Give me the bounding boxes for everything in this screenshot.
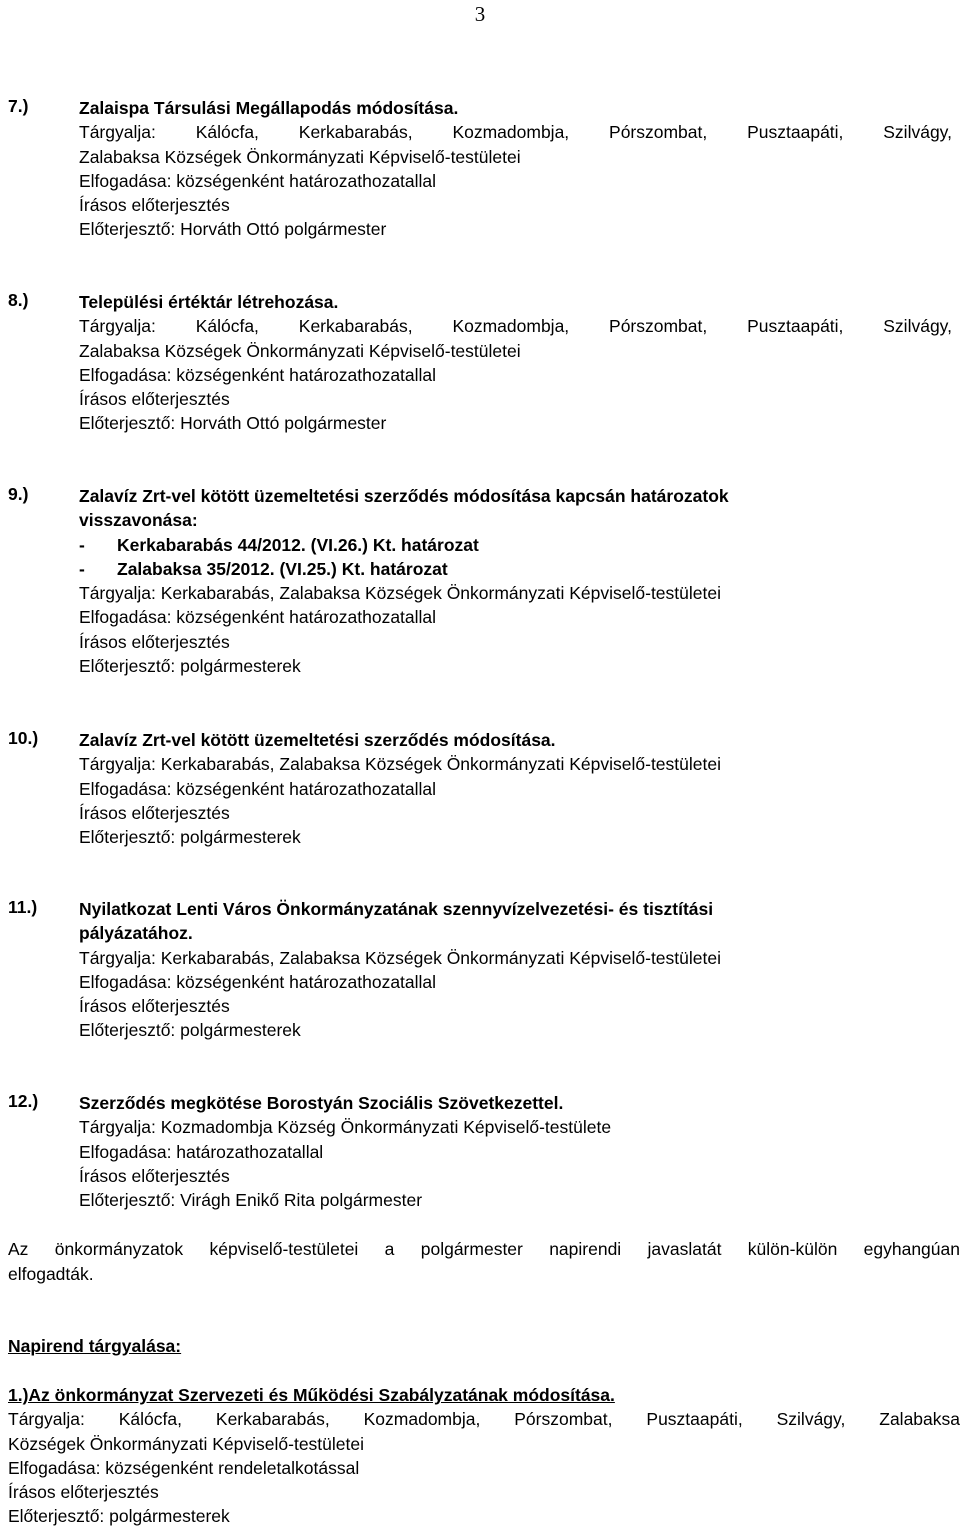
item-title: Szerződés megkötése Borostyán Szociális Szövetkezettel. xyxy=(79,1093,564,1113)
item-line: Írásos előterjesztés xyxy=(79,631,230,652)
item-line: Tárgyalja: Kálócfa, Kerkabarabás, Kozmadombja, Pórszombat, Pusztaapáti, Szilvágy, xyxy=(79,316,952,337)
item-line: Tárgyalja: Kálócfa, Kerkabarabás, Kozmadombja, Pórszombat, Pusztaapáti, Szilvágy, xyxy=(79,122,952,143)
agenda-heading xyxy=(8,1334,960,1359)
agenda-item-line: Írásos előterjesztés xyxy=(8,1482,159,1503)
item-title: Nyilatkozat Lenti Város Önkormányzatának szennyvízelvezetési- és tisztítási xyxy=(79,899,714,919)
item-line: Tárgyalja: Kerkabarabás, Zalabaksa Községek Önkormányzati Képviselő-testületei xyxy=(79,947,721,968)
item-title-continued: pályázatához. xyxy=(79,923,193,944)
agenda-discussion-item-1 xyxy=(8,1383,960,1529)
item-number: 10.) xyxy=(8,728,39,748)
closing-paragraph xyxy=(8,1237,960,1287)
item-title: Települési értéktár létrehozása. xyxy=(79,292,339,312)
item-number: 12.) xyxy=(8,1091,39,1111)
agenda-item-line: Előterjesztő: polgármesterek xyxy=(8,1506,230,1527)
item-line: Elfogadása: községenként határozathozatallal xyxy=(79,778,437,799)
repealed-resolution-text: Zalabaksa 35/2012. (VI.25.) Kt. határozat xyxy=(117,558,448,579)
item-title: Zalaispa Társulási Megállapodás módosítása. xyxy=(79,98,459,118)
item-line: Zalabaksa Községek Önkormányzati Képviselő-testületei xyxy=(79,146,521,167)
repealed-resolution: - Kerkabarabás 44/2012. (VI.26.) Kt. határozat xyxy=(79,534,479,555)
agenda-proposal-11 xyxy=(0,897,960,1043)
item-line: Tárgyalja: Kerkabarabás, Zalabaksa Községek Önkormányzati Képviselő-testületei xyxy=(79,754,721,775)
repealed-resolution: - Zalabaksa 35/2012. (VI.25.) Kt. határozat xyxy=(79,558,448,579)
item-line: Írásos előterjesztés xyxy=(79,996,230,1017)
agenda-item-line: Elfogadása: községenként rendeletalkotással xyxy=(8,1457,360,1478)
agenda-item-line: Tárgyalja: Kálócfa, Kerkabarabás, Kozmadombja, Pórszombat, Pusztaapáti, Szilvágy, Zalabaksa xyxy=(8,1409,960,1430)
item-line: Elfogadása: határozathozatallal xyxy=(79,1141,324,1162)
item-title: Zalavíz Zrt-vel kötött üzemeltetési szerződés módosítása kapcsán határozatok xyxy=(79,486,729,506)
item-line: Írásos előterjesztés xyxy=(79,1165,230,1186)
item-line: Elfogadása: községenként határozathozatallal xyxy=(79,607,437,628)
item-line: Előterjesztő: Virágh Enikő Rita polgármester xyxy=(79,1190,423,1211)
agenda-proposal-10 xyxy=(0,728,960,849)
item-title: Zalavíz Zrt-vel kötött üzemeltetési szerződés módosítása. xyxy=(79,730,556,750)
agenda-proposal-12 xyxy=(0,1091,960,1212)
page-number: 3 xyxy=(474,2,486,26)
closing-line: elfogadták. xyxy=(8,1264,94,1284)
item-line: Előterjesztő: polgármesterek xyxy=(79,656,301,677)
item-line: Zalabaksa Községek Önkormányzati Képviselő-testületei xyxy=(79,340,521,361)
item-line: Előterjesztő: polgármesterek xyxy=(79,1020,301,1041)
item-line: Elfogadása: községenként határozathozatallal xyxy=(79,364,437,385)
item-line: Tárgyalja: Kozmadombja Község Önkormányzati Képviselő-testülete xyxy=(79,1117,612,1138)
item-line: Előterjesztő: Horváth Ottó polgármester xyxy=(79,413,387,434)
repealed-resolution-text: Kerkabarabás 44/2012. (VI.26.) Kt. határozat xyxy=(117,534,479,555)
item-line: Előterjesztő: Horváth Ottó polgármester xyxy=(79,219,387,240)
item-number: 9.) xyxy=(8,484,29,504)
item-title-continued: visszavonása: xyxy=(79,510,198,531)
item-line: Előterjesztő: polgármesterek xyxy=(79,827,301,848)
item-line: Írásos előterjesztés xyxy=(79,389,230,410)
item-line: Elfogadása: községenként határozathozatallal xyxy=(79,971,437,992)
agenda-proposal-9 xyxy=(0,484,960,678)
agenda-proposal-7 xyxy=(0,96,960,242)
closing-line: Az önkormányzatok képviselő-testületei a polgármester napirendi javaslatát külön-külön egyhangúan xyxy=(8,1239,960,1259)
item-line: Írásos előterjesztés xyxy=(79,802,230,823)
item-line: Tárgyalja: Kerkabarabás, Zalabaksa Községek Önkormányzati Képviselő-testületei xyxy=(79,583,721,604)
agenda-heading-text: Napirend tárgyalása: xyxy=(8,1336,182,1356)
item-number: 11.) xyxy=(8,897,38,917)
item-number: 7.) xyxy=(8,96,29,116)
item-number: 8.) xyxy=(8,290,29,310)
item-line: Elfogadása: községenként határozathozatallal xyxy=(79,170,437,191)
agenda-item-title: 1.)Az önkormányzat Szervezeti és Működési Szabályzatának módosítása. xyxy=(8,1385,615,1405)
agenda-proposal-8 xyxy=(0,290,960,436)
agenda-item-line: Községek Önkormányzati Képviselő-testületei xyxy=(8,1433,365,1454)
item-line: Írásos előterjesztés xyxy=(79,195,230,216)
